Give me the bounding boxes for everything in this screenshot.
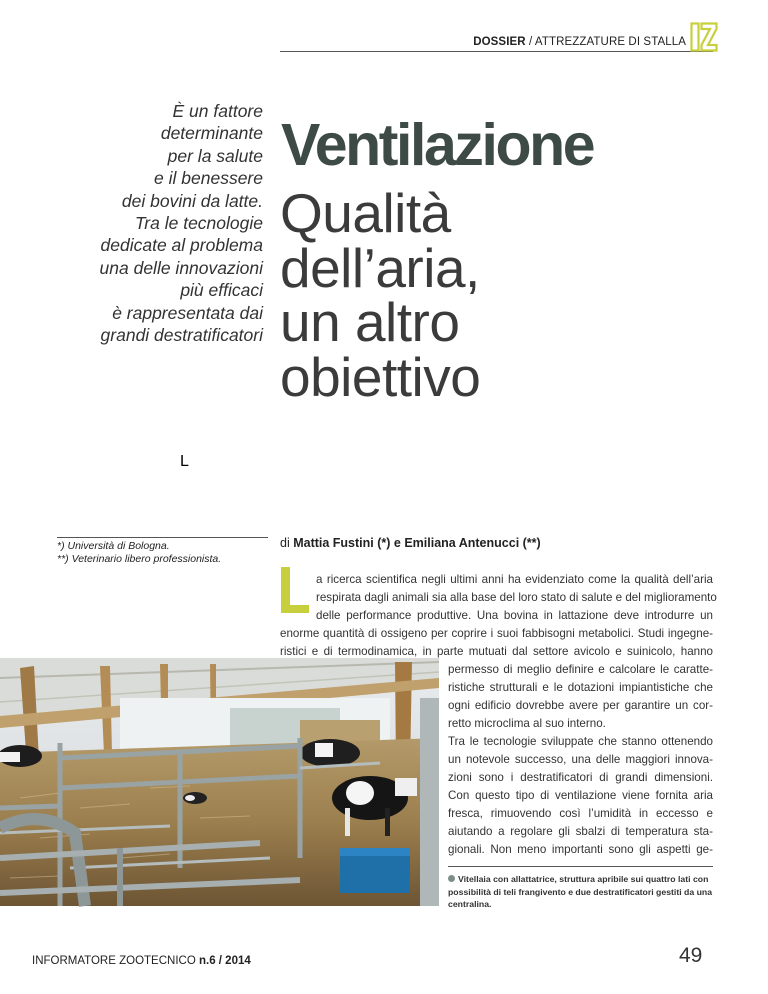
body-line: delle performance produttive. Una bovina in lattazione deve introdurre un bbox=[316, 609, 713, 622]
standfirst-line: più efficaci bbox=[180, 280, 263, 301]
body-line: zioni sono i destratificatori di grandi dimensioni. bbox=[448, 771, 713, 784]
bullet-icon bbox=[448, 875, 455, 882]
publication-name: INFORMATORE ZOOTECNICO bbox=[32, 955, 199, 967]
body-line: fresca, rimuovendo così l’umidità in eccesso e bbox=[448, 807, 713, 820]
standfirst-line: e il benessere bbox=[154, 168, 263, 189]
body-line: ristici e di termodinamica, in parte mutuati dal settore avicolo e suinicolo, hanno bbox=[280, 645, 713, 658]
caption-rule bbox=[448, 866, 713, 867]
section-topic: / ATTREZZATURE DI STALLA bbox=[525, 36, 686, 48]
body-line: a ricerca scientifica negli ultimi anni ha evidenziato come la qualità dell’aria bbox=[316, 573, 713, 586]
affiliation-line: **) Veterinario libero professionista. bbox=[57, 552, 222, 565]
body-line: Con questo tipo di ventilazione viene fornita aria bbox=[448, 789, 713, 802]
body-line: aiutando a regolare gli sbalzi di temperatura sta- bbox=[448, 825, 713, 838]
issue-number: n.6 / 2014 bbox=[198, 955, 251, 967]
standfirst-line: dei bovini da latte. bbox=[121, 190, 263, 211]
body-line: respirata dagli animali sia alla base del loro stato di salute e del miglioramento bbox=[316, 591, 717, 604]
svg-text:L: L bbox=[180, 453, 189, 470]
body-line: enorme quantità di ossigeno per coprire i suoi fabbisogni metabolici. Studi ingegne- bbox=[280, 627, 713, 640]
header-rule bbox=[280, 51, 713, 52]
article-subtitle bbox=[280, 182, 481, 408]
body-line: ogni edificio dovrebbe avere per garantire un cor- bbox=[448, 699, 713, 712]
subtitle-line: obiettivo bbox=[280, 345, 481, 408]
iz-logo-icon bbox=[690, 22, 718, 52]
author-affiliations bbox=[57, 540, 221, 565]
calf-barn-photo bbox=[0, 658, 439, 906]
body-line: retto microclima al suo interno. bbox=[448, 717, 606, 730]
barn-image-icon bbox=[0, 658, 439, 906]
standfirst bbox=[30, 100, 263, 346]
standfirst-line: per la salute bbox=[167, 145, 263, 166]
standfirst-line: determinante bbox=[160, 123, 263, 144]
footer-publication bbox=[32, 955, 251, 967]
caption-text: Vitellaia con allattatrice, struttura apribile sui quattro lati con bbox=[458, 874, 709, 884]
standfirst-line: è rappresentata dai bbox=[112, 302, 263, 323]
standfirst-line: Tra le tecnologie bbox=[134, 213, 263, 234]
standfirst-line: una delle innovazioni bbox=[99, 257, 263, 278]
caption-line: centralina. bbox=[448, 899, 492, 909]
affiliation-line: *) Università di Bologna. bbox=[57, 540, 170, 552]
subtitle-line: dell’aria, bbox=[280, 236, 480, 299]
body-line: permesso di meglio definire e calcolare le caratte- bbox=[448, 663, 713, 676]
body-line: Tra le tecnologie sviluppate che stanno ottenendo bbox=[448, 735, 713, 748]
section-header bbox=[473, 36, 686, 48]
standfirst-line: grandi destratificatori bbox=[100, 325, 263, 346]
body-line: ristiche strutturali e le dotazioni impiantistiche che bbox=[448, 681, 713, 694]
standfirst-line: dedicate al problema bbox=[100, 235, 263, 256]
article-title: Ventilazione bbox=[281, 112, 594, 178]
body-line: gionali. Non meno importanti sono gli aspetti ge- bbox=[448, 843, 713, 856]
byline bbox=[280, 536, 541, 550]
page-number: 49 bbox=[679, 944, 703, 967]
subtitle-line: un altro bbox=[280, 291, 460, 353]
body-line: un notevole successo, una delle maggiori innova- bbox=[448, 753, 713, 766]
byline-authors: Mattia Fustini (*) e Emiliana Antenucci (**) bbox=[293, 536, 541, 550]
photo-caption bbox=[448, 873, 718, 911]
affiliation-rule bbox=[57, 537, 268, 538]
subtitle-line: Qualità bbox=[280, 182, 451, 244]
byline-prefix: di bbox=[280, 536, 294, 550]
section-label: DOSSIER bbox=[473, 36, 526, 48]
standfirst-line: È un fattore bbox=[172, 101, 263, 121]
magazine-logo bbox=[690, 22, 718, 52]
caption-line: possibilità di teli frangivento e due destratificatori gestiti da una bbox=[448, 886, 713, 897]
caption-line bbox=[448, 873, 718, 886]
